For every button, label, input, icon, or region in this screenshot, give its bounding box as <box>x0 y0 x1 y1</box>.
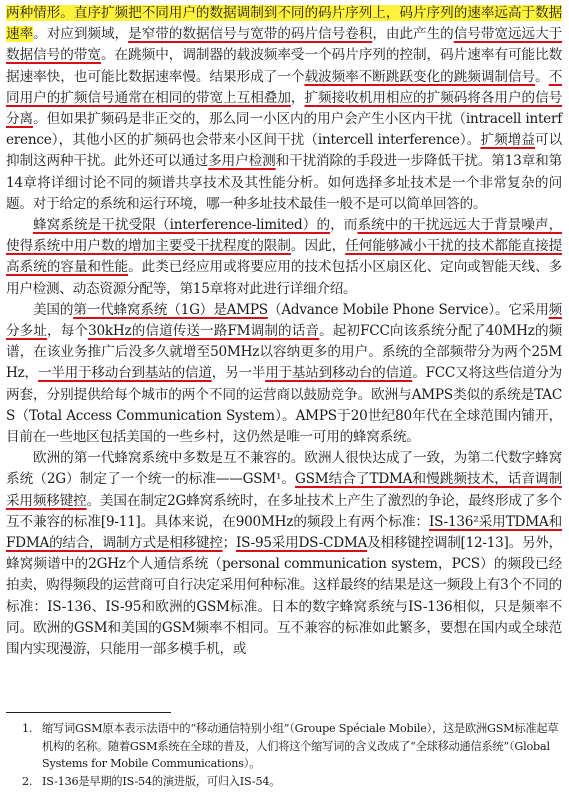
text-run: ，另一半 <box>211 365 266 382</box>
paragraph-interference-limited <box>6 215 562 300</box>
underlined-text: 扩频接收机用相应的扩频码将各用户的信号分离 <box>6 89 563 128</box>
text-run: ； <box>222 535 236 552</box>
text-run: （Advance Mobile Phone Service）。它采用 <box>267 301 549 318</box>
underlined-text: 蜂窝系统是干扰受限（interference-limited）的 <box>33 217 331 234</box>
footnote-2 <box>22 773 562 791</box>
footnote-number: 1. <box>22 722 33 735</box>
text-run: ，而 <box>330 217 358 234</box>
underlined-text: 载波频率不断跳跃变化的跳频调制信号 <box>304 68 536 85</box>
paragraph-2g-standards <box>6 448 562 660</box>
footnote-1 <box>22 720 562 773</box>
underlined-text: 信号带宽远远大于数据信号的带宽 <box>6 26 563 64</box>
underlined-text: 不同用户的扩频信号通常在相同的带宽上互相叠加 <box>6 68 563 106</box>
body-text <box>6 3 562 660</box>
underlined-text: 任何能够减小干扰的技术都能直接提高系统的容量和性能 <box>6 238 563 276</box>
text-run: 。此类已经应用或将要应用的技术包括小区扇区化、定向或智能天线、多用户检测、动态资源分配等，第15章将对此进行详细介绍。 <box>6 259 563 297</box>
highlighted-text: 两种情形。直序扩频把不同用户的数据调制到不同的码片序列上，码片序列的速率远高于数据速率 <box>6 5 562 43</box>
underlined-text: 用于基站到移动台的信道 <box>265 365 413 382</box>
paragraph-1g-amps <box>6 300 562 448</box>
underlined-text: GSM结合了TDMA和慢跳频技术，话音调制采用频移键控 <box>6 471 563 509</box>
text-run: 。因此， <box>290 238 346 255</box>
underlined-text: 频分多址 <box>6 301 563 340</box>
underlined-text: 多用户检测 <box>208 153 276 170</box>
text-run: 。在跳频中，调制器的载波频率受一个码片序列的控制，码片速率有可能比数据速率快，也可能比数据速率慢。结果形成了一个 <box>6 47 563 85</box>
footnote-divider <box>6 712 171 713</box>
underlined-text: IS-136²采用TDMA和FDMA的结合，调制方式是相移键控 <box>6 513 562 552</box>
text-run: 及相移键控调制[12-13]。另外，蜂窝频谱中的2GHz个人通信系统（personal communication system，PCS）的频段已经拍卖，购得频段的运营商可自行决定采用何种标准。这样最终的结果是这一频段上有3个不同的标准：IS-136、IS-95和欧洲的GSM标准。日本的数字蜂窝系统与IS-136相似，只是频率不同。欧洲的GSM和美国的GSM频率不相同。互不兼容的标准如此繁多，要想在国内或全球范围内实现漫游，只能用一部多模手机，或 <box>6 535 562 658</box>
text-run: 。但如果扩频码是非正交的，那么同一小区内的用户会产生小区内干扰（intracell interference），其他小区的扩频码也会带来小区间干扰（intercell interference）。 <box>6 111 563 149</box>
text-run: 。美国在制定2G蜂窝系统时，在多址技术上产生了激烈的争论，最终形成了多个互不兼容的标准[9-11]。具体来说，在900MHz的频段上有两个标准： <box>6 492 563 530</box>
underlined-text: 30kHz的信道传送一路FM调制的话音 <box>88 323 320 340</box>
paragraph-spread-spectrum <box>6 3 562 215</box>
underlined-text: 系统中的干扰远远大于背景噪声，使得系统中用户数的增加主要受干扰程度的限制 <box>6 217 563 255</box>
underlined-text: 第一代蜂窝系统（1G）是AMPS <box>73 301 268 318</box>
text-run: ，每个 <box>47 323 89 340</box>
text-run: 和干扰消除的手段进一步降低干扰。第13章和第14章将详细讨论不同的频谱共享技术及其性能分析。如何选择多址技术是一个非常复杂的问题。对于给定的系统和运行环境，哪一种多址技术最佳一般不是可以简单回答的。 <box>6 153 563 212</box>
underlined-text: 一半用于移动台到基站的信道 <box>37 365 212 382</box>
underlined-text: 是窄带的数据信号与宽带的码片信号卷积 <box>128 26 373 43</box>
text-run: ，由此产生的 <box>372 26 454 43</box>
footnote-number: 2. <box>22 774 33 788</box>
text-run: 欧洲的第一代蜂窝系统中多数是互不兼容的。欧洲人很快达成了一致，为第二代数字蜂窝系统（2G）制定了一个统一的标准——GSM¹。 <box>6 450 562 488</box>
text-run: 。起初FCC向该系统分配了40MHz的频谱，在该业务推广后没多久就增至50MHz以容纳更多的用户。系统的全部频带分为两个25MHz， <box>6 323 563 382</box>
text-run: 美国的 <box>33 301 74 318</box>
underlined-text: IS-95采用DS-CDMA <box>235 535 368 552</box>
underlined-text: 扩频增益 <box>480 132 536 149</box>
footnotes <box>22 720 562 790</box>
text-run: ， <box>290 89 305 106</box>
text-run: 可以抑制这两种干扰。此外还可以通过 <box>6 132 563 170</box>
footnote-text: 缩写词GSM原本表示法语中的“移动通信特别小组”（Groupe Spéciale Mobile），这是欧洲GSM标准起草机构的名称。随着GSM系统在全球的普及，人们将这个缩写词的含义改成了“全球移动通信系统”（Global Systems for Mobile Communications）。 <box>42 722 559 770</box>
text-run: 。对应到频域， <box>33 26 129 43</box>
text-run: 。FCC又将这些信道分为两套，分别提供给每个城市的两个不同的运营商以鼓励竞争。欧洲与AMPS类似的系统是TACS（Total Access Communication System）。AMPS于20世纪80年代在全球范围内铺开，目前在一些地区包括美国的一些乡村，这仍然是唯一可用的蜂窝系统。 <box>6 365 563 446</box>
footnote-text: IS-136是早期的IS-54的演进版，可归入IS-54。 <box>42 774 281 788</box>
text-run: 。 <box>535 68 549 85</box>
